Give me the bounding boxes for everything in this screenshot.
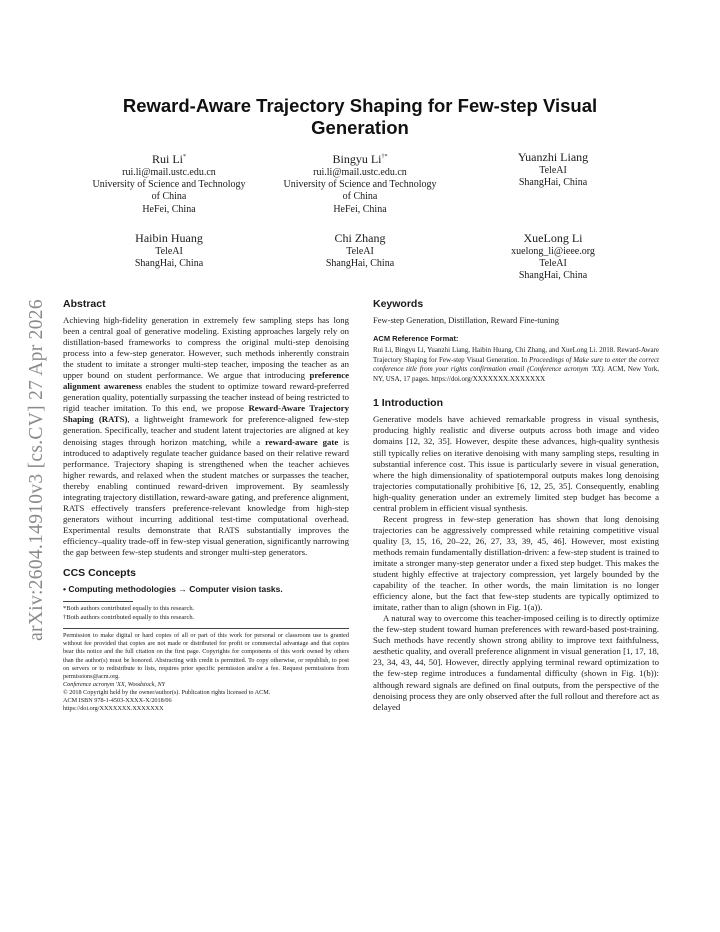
conference-line: Conference acronym 'XX, Woodstock, NY	[63, 680, 166, 688]
author-name: XueLong Li	[523, 231, 583, 245]
author-affiliation: TeleAI	[539, 165, 567, 176]
left-column	[63, 298, 349, 713]
author-affiliation: TeleAI	[346, 246, 374, 257]
author-affiliation: of China	[151, 191, 187, 203]
author-block	[64, 150, 274, 216]
intro-paragraph-1: Generative models have achieved remarkable progress in visual synthesis, producing highly realistic and diverse outputs across both image and video domains [12, 32, 35]. However, despite these advances, high-quality synthesis still typically relies on iterative denoising with many sampling steps, resulting in substantial inference cost. This issue is particularly severe in visual generation, where the high dimensionality of spatiotemporal outputs makes long denoising trajectories computationally prohibitive [6, 12, 25, 35]. Consequently, enabling high-quality generation under an extremely limited step budget has become a central problem in efficient visual synthesis.	[373, 414, 659, 513]
footnote: †Both authors contributed equally to this research.	[63, 613, 195, 621]
author-name: Yuanzhi Liang	[517, 150, 589, 164]
author-block	[448, 150, 658, 189]
ccs-heading: CCS Concepts	[63, 567, 136, 580]
copyright-line: © 2018 Copyright held by the owner/author(s). Publication rights licensed to ACM.	[63, 688, 271, 696]
permission-text: Permission to make digital or hard copies of all or part of this work for personal or classroom use is granted without fee provided that copies are not made or distributed for profit or commercial advantage and that copies bear this notice and the full citation on the first page. Copyrights for components of this work owned by others than the author(s) must be honored. Abstracting with credit is permitted. To copy otherwise, or republish, to post on servers or to redistribute to lists, requires prior specific permission and/or a fee. Request permissions from permissions@acm.org.	[63, 632, 349, 680]
keywords-text: Few-step Generation, Distillation, Reward Fine-tuning	[373, 315, 560, 325]
author-affiliation: TeleAI	[539, 258, 567, 270]
author-name: Chi Zhang	[334, 231, 386, 245]
author-email: rui.li@mail.ustc.edu.cn	[122, 167, 216, 178]
acm-ref-text: Rui Li, Bingyu Li, Yuanzhi Liang, Haibin Huang, Chi Zhang, and XueLong Li. 2018. Reward-Aware Trajectory Shaping for Few-step Visual Generation. In Proceedings of Make sure to enter the correct conference title from your rights confirmation email (Conference acronym 'XX). ACM, New York, NY, USA, 17 pages. https://doi.org/XXXXXXX.XXXXXXX	[373, 346, 659, 383]
footnote-rule	[63, 601, 133, 602]
author-email: rui.li@mail.ustc.edu.cn	[313, 167, 407, 178]
abstract-heading: Abstract	[63, 298, 106, 310]
author-name: Haibin Huang	[135, 231, 203, 245]
keywords-heading: Keywords	[373, 298, 424, 310]
title-line-1: Reward-Aware Trajectory Shaping for Few-step Visual	[122, 95, 598, 116]
author-location: ShangHai, China	[518, 177, 588, 189]
author-email: xuelong_li@ieee.org	[511, 246, 595, 257]
author-affiliation: University of Science and Technology	[92, 179, 246, 191]
arxiv-stamp	[20, 260, 54, 680]
author-affiliation: of China	[342, 191, 378, 203]
title-line-2: Generation	[311, 117, 409, 138]
author-location: ShangHai, China	[518, 270, 588, 282]
intro-heading: 1 Introduction	[373, 397, 443, 410]
author-name: Bingyu Li†*	[332, 152, 388, 166]
acm-ref-heading: ACM Reference Format:	[373, 334, 459, 343]
author-location: ShangHai, China	[134, 258, 204, 270]
author-location: ShangHai, China	[325, 258, 395, 270]
permission-block	[63, 628, 349, 713]
author-name: Rui Li*	[151, 152, 186, 166]
ccs-line: • Computing methodologies → Computer vision tasks.	[63, 584, 283, 595]
author-block	[64, 231, 274, 270]
author-affiliation: University of Science and Technology	[283, 179, 437, 191]
right-column	[373, 298, 659, 713]
abstract-text: Achieving high-fidelity generation in extremely few sampling steps has long been a central goal of generative modeling. Existing approaches largely rely on distillation-based frameworks to compress the original multi-step denoising process into a few-step generator. However, such methods inherently constrain the student to imitate a stronger multi-step teacher, imposing the teacher as an upper bound on student performance. We argue that introducing preference alignment awareness enables the student to optimize toward reward-preferred generation quality, potentially surpassing the teacher instead of being restricted to rigid teacher imitation. To this end, we propose Reward-Aware Trajectory Shaping (RATS), a lightweight framework for preference-aligned few-step generation. Specifically, teacher and student latent trajectories are aligned at key denoising stages through horizon matching, while a reward-aware gate is introduced to adaptively regulate teacher guidance based on their relative reward performance. Trajectory shaping is strengthened when the teacher achieves higher rewards, and relaxed when the student matches or surpasses the teacher, thereby enabling continued reward-driven improvement. By seamlessly integrating trajectory distillation, reward-aware gating, and preference alignment, RATS effectively transfers preference-relevant knowledge from high-step generators without incurring additional test-time computational overhead. Experimental results demonstrate that RATS substantially improves the efficiency–quality trade-off in few-step visual generation, significantly narrowing the gap between few-step students and stronger multi-step generators.	[63, 315, 350, 557]
arxiv-stamp-text: arXiv:2604.14910v3 [cs.CV] 27 Apr 2026	[26, 299, 47, 641]
author-block	[255, 231, 465, 270]
author-location: HeFei, China	[333, 203, 387, 215]
intro-paragraph-2: Recent progress in few-step generation has shown that long denoising trajectories can be aggressively compressed while retaining competitive visual quality [3, 15, 16, 20–22, 26, 27, 33, 39, 45, 46]. However, most existing methods remain fundamentally distillation-driven: a few-step student is trained to imitate a stronger many-step generator under a fixed step budget. This makes the student highly effective at trajectory compression, yet largely bounded by the capability of the teacher. In other words, the main limitation is no longer efficiency alone, but the fact that few-step students are typically optimized to imitate, rather than to align (shown in Fig. 1(a)).	[373, 513, 659, 613]
footnote: *Both authors contributed equally to this research.	[63, 605, 195, 613]
author-affiliation: TeleAI	[155, 246, 183, 257]
isbn-line: ACM ISBN 978-1-4503-XXXX-X/2018/06	[63, 697, 172, 705]
doi-link[interactable]: https://doi.org/XXXXXXX.XXXXXXX	[63, 705, 164, 713]
intro-paragraph-3: A natural way to overcome this teacher-imposed ceiling is to directly optimize the few-step student toward human preferences with reward-based post-training. Such methods have recently shown strong ability to improve text faithfulness, aesthetic quality, and overall preference alignment in visual generation [1, 17, 18, 23, 34, 43, 44, 50]. However, directly applying terminal reward optimization to the few-step regime introduces a fundamental difficulty (shown in Fig. 1(b)): although reward signals are defined on final outputs, from the perspective of the denoising process they are only observed after the full rollout and therefore act as delayed	[373, 613, 659, 712]
author-location: HeFei, China	[142, 203, 196, 215]
author-block	[448, 231, 658, 283]
author-block	[255, 150, 465, 216]
paper-title	[60, 95, 660, 139]
